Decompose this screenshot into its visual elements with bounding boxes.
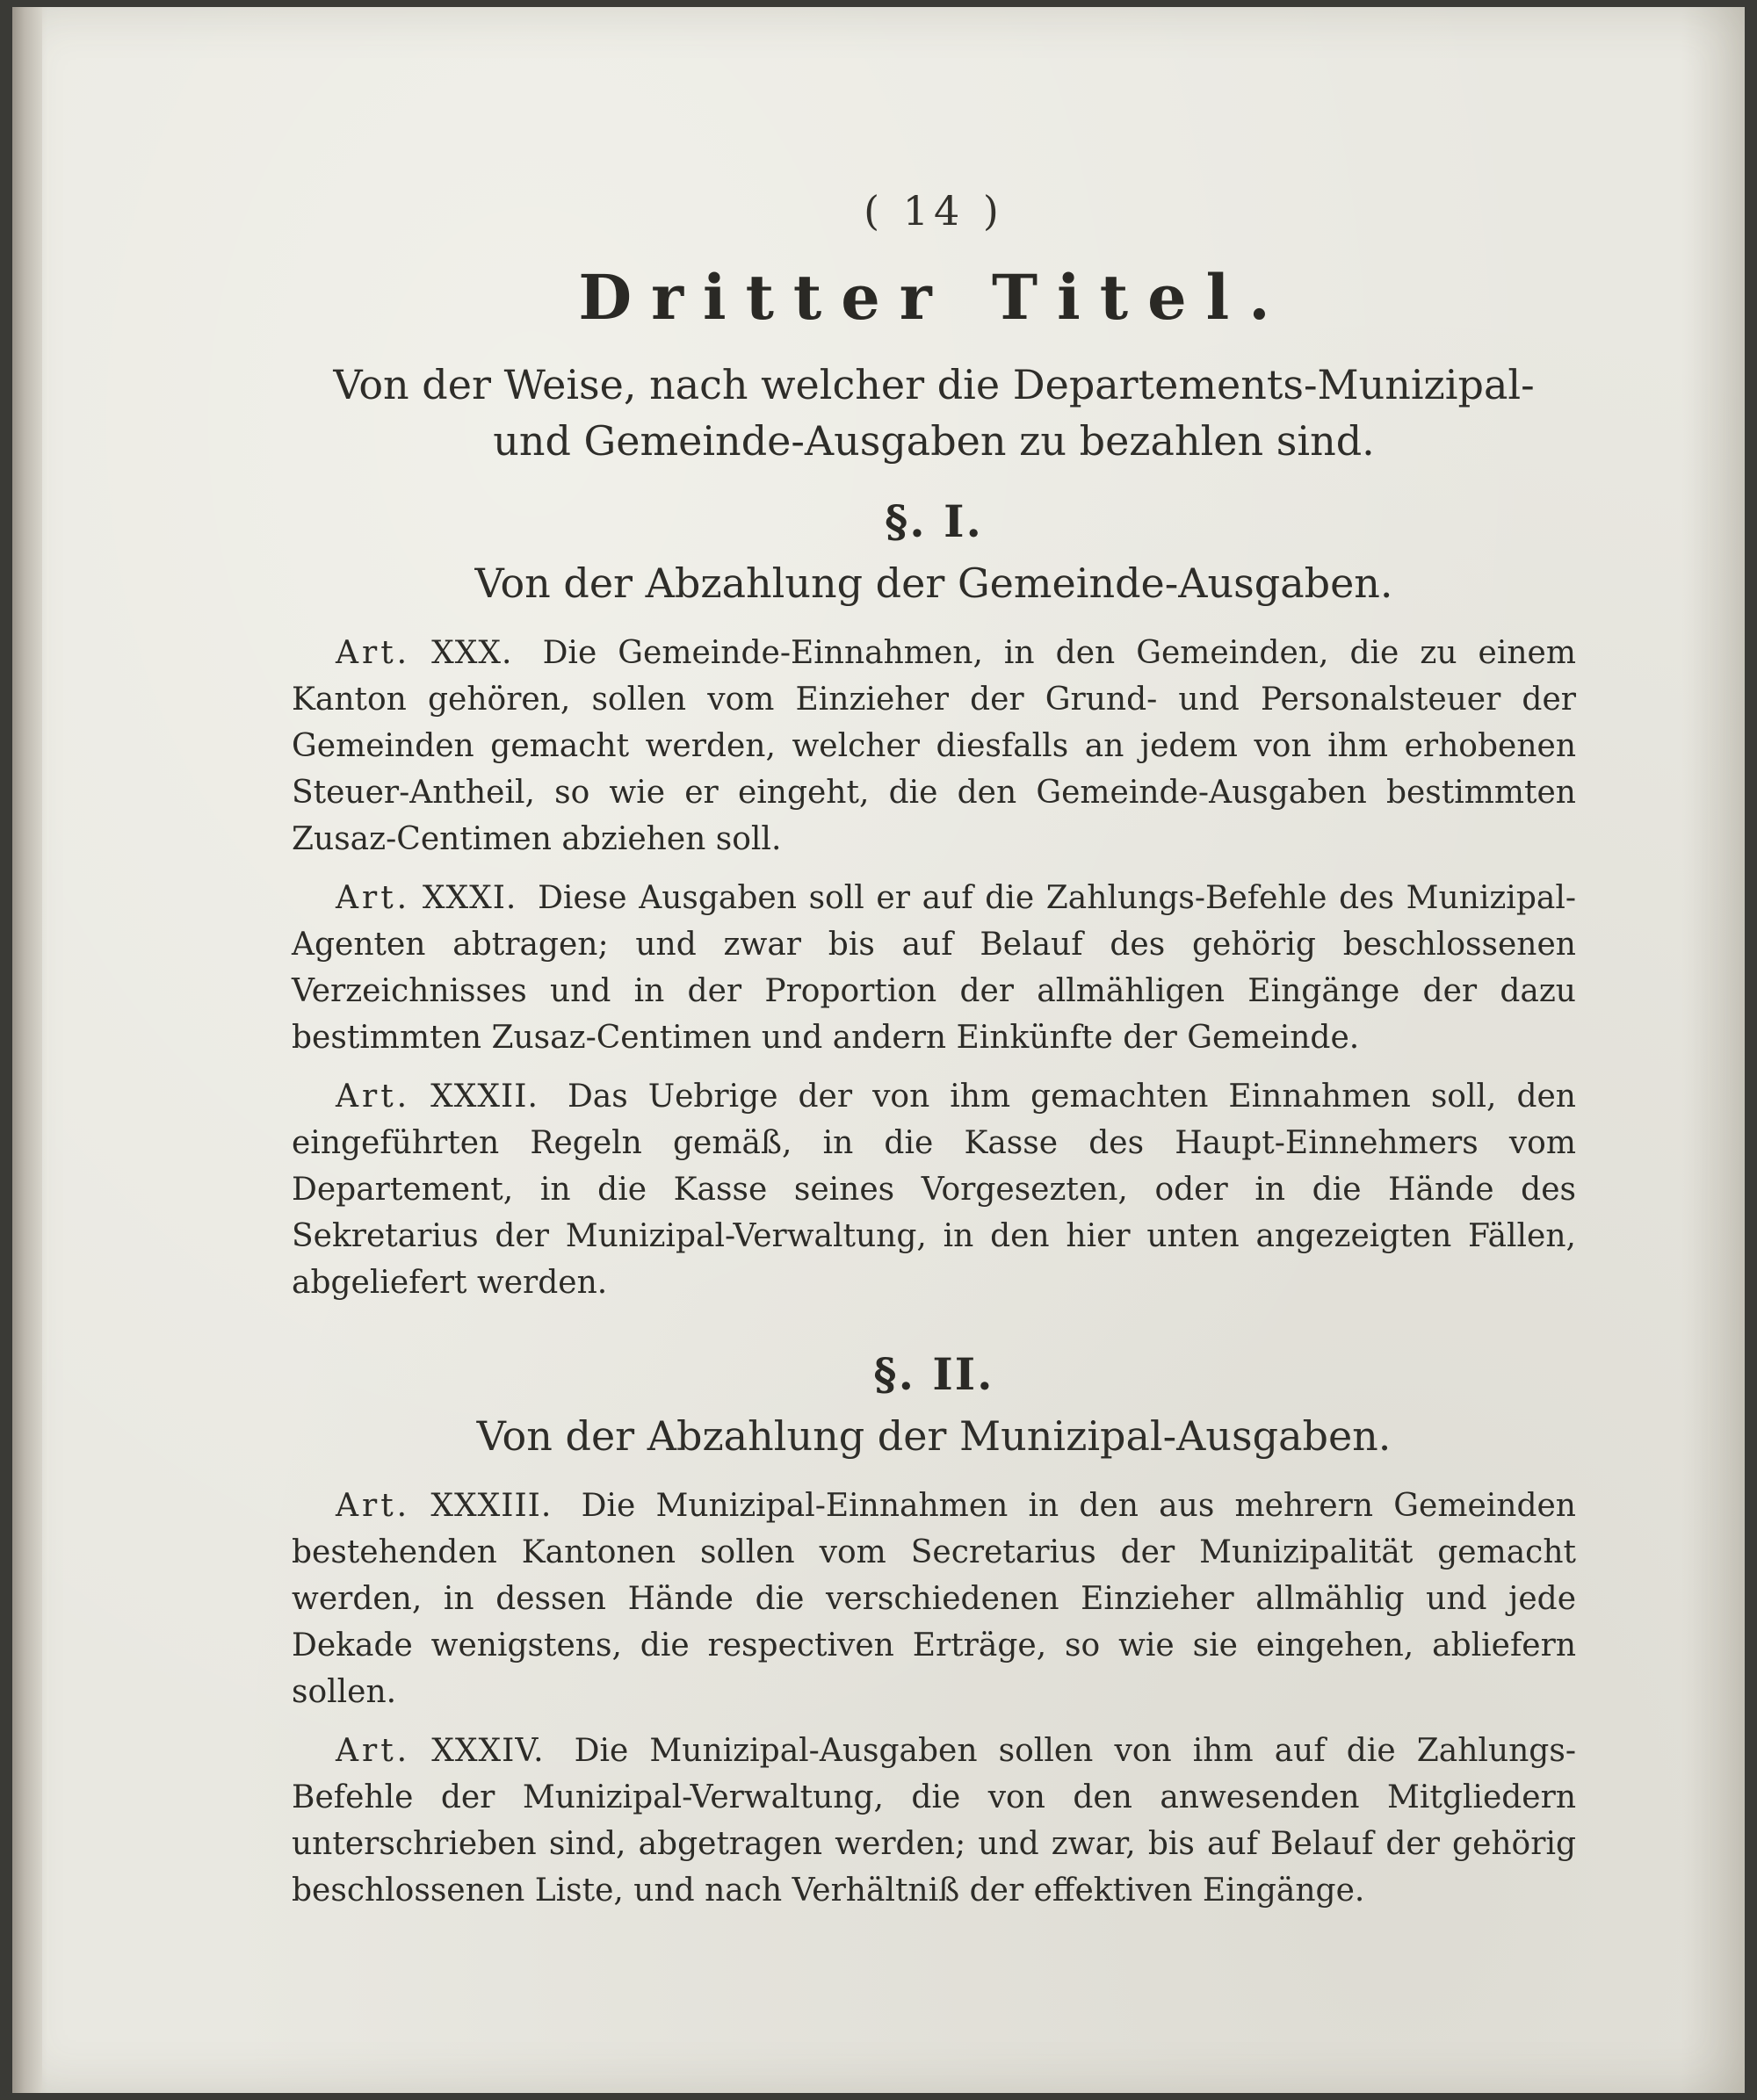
page-number: ( 14 ) <box>864 187 1004 235</box>
article-label: Art. <box>336 1733 411 1769</box>
article-number: XXXI. <box>422 880 517 916</box>
article-number: XXXII. <box>430 1079 539 1115</box>
article-number: XXXIII. <box>430 1488 553 1524</box>
article-text: Das Uebrige der von ihm gemachten Einnahmen soll, den eingeführten Regeln gemäß, in die Kasse des Haupt-Einnehmers vom Departement, in die Kasse seines Vorgesezten, oder in die Hände des Sekretarius der Munizipal-Verwaltung, in den hier unten angezeigten Fällen, abgeliefert werden. <box>292 1079 1576 1301</box>
section-heading-2: Von der Abzahlung der Munizipal-Ausgaben. <box>476 1412 1392 1460</box>
chapter-title: Dritter Titel. <box>578 261 1290 334</box>
section-heading-1: Von der Abzahlung der Gemeinde-Ausgaben. <box>474 559 1393 607</box>
chapter-subtitle: Von der Weise, nach welcher die Departements-Munizipal- und Gemeinde-Ausgaben zu bezahlen sind. <box>333 361 1535 465</box>
book-spine-edge <box>12 7 42 2093</box>
article-text: Die Munizipal-Einnahmen in den aus mehrern Gemeinden bestehenden Kantonen sollen vom Secretarius der Munizipalität gemacht werden, in dessen Hände die verschiedenen Einzieher allmählig und jede Dekade wenigstens, die respectiven Erträge, so wie sie eingehen, abliefern sollen. <box>292 1488 1576 1710</box>
article-text: Die Munizipal-Ausgaben sollen von ihm auf die Zahlungs-Befehle der Munizipal-Verwaltung, die von den anwesenden Mitgliedern unterschrieben sind, abgetragen werden; und zwar, bis auf Belauf der gehörig beschlossenen Liste, und nach Verhältniß der effektiven Eingänge. <box>292 1733 1576 1909</box>
article-xxxii <box>292 1073 1576 1306</box>
article-xxxiv <box>292 1728 1576 1914</box>
book-page <box>12 7 1745 2093</box>
article-label: Art. <box>336 635 411 671</box>
article-label: Art. <box>336 1079 411 1115</box>
article-label: Art. <box>336 880 411 916</box>
article-text: Diese Ausgaben soll er auf die Zahlungs-Befehle des Munizipal-Agenten abtragen; und zwar bis auf Belauf des gehörig beschlossenen Verzeichnisses und in der Proportion der allmähligen Eingänge der dazu bestimmten Zusaz-Centimen und andern Einkünfte der Gemeinde. <box>292 880 1577 1056</box>
page-text-block <box>292 187 1576 1926</box>
article-number: XXX. <box>431 635 513 671</box>
section-mark-1: §. I. <box>885 495 983 547</box>
article-xxx <box>292 630 1576 862</box>
article-number: XXXIV. <box>431 1733 545 1769</box>
article-xxxi <box>292 875 1576 1061</box>
article-xxxiii <box>292 1483 1576 1715</box>
section-mark-2: §. II. <box>873 1348 994 1400</box>
spacer <box>292 1318 1576 1332</box>
article-text: Die Gemeinde-Einnahmen, in den Gemeinden, die zu einem Kanton gehören, sollen vom Einzieher der Grund- und Personalsteuer der Gemeinden gemacht werden, welcher diesfalls an jedem von ihm erhobenen Steuer-Antheil, so wie er eingeht, die den Gemeinde-Ausgaben bestimmten Zusaz-Centimen abziehen soll. <box>292 635 1576 857</box>
article-label: Art. <box>336 1488 411 1524</box>
